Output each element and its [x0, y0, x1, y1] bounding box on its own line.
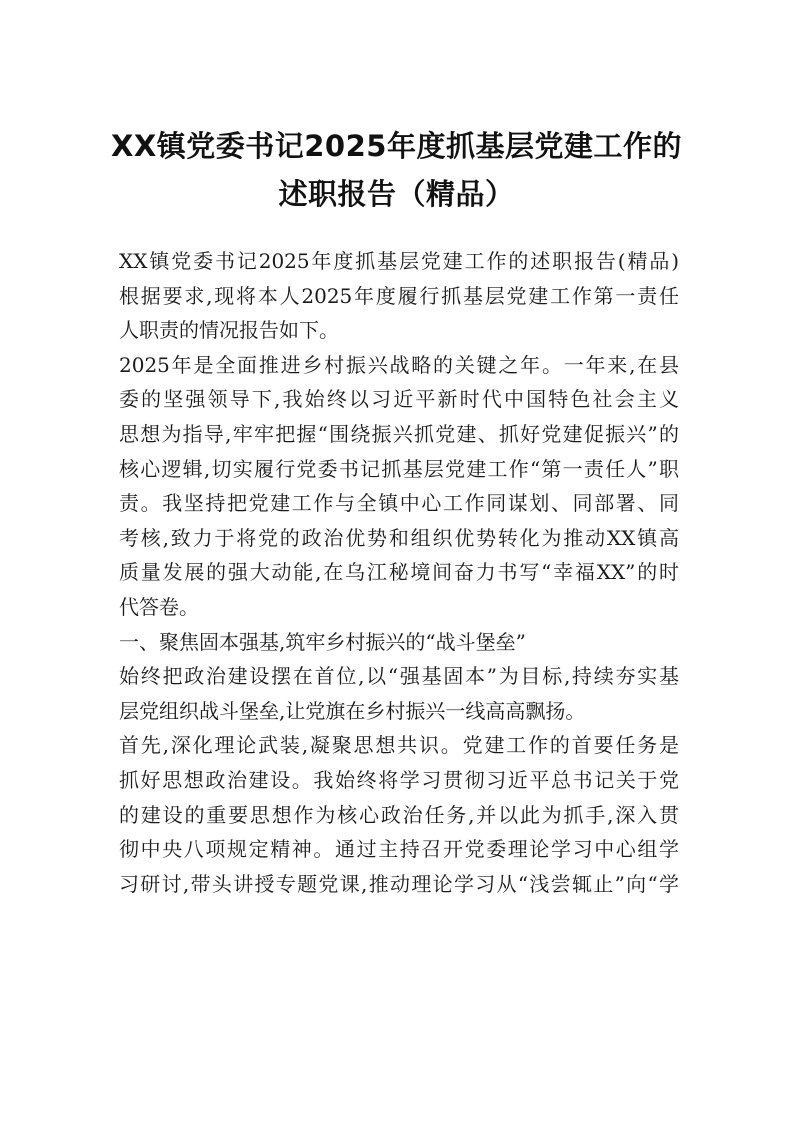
body-line: 习研讨,带头讲授专题党课,推动理论学习从“浅尝辄止”向“学	[119, 871, 679, 896]
body-line: 考核,致力于将党的政治优势和组织优势转化为推动XX镇高	[119, 525, 679, 550]
title-line-1: XX镇党委书记2025年度抓基层党建工作的	[111, 129, 682, 163]
body-line: 思想为指导,牢牢把握“围绕振兴抓党建、抓好党建促振兴”的	[119, 421, 679, 446]
body-line: 的建设的重要思想作为核心政治任务,并以此为抓手,深入贯	[119, 802, 679, 827]
body-line: 一、聚焦固本强基,筑牢乡村振兴的“战斗堡垒”	[119, 629, 526, 654]
body-line: 根据要求,现将本人2025年度履行抓基层党建工作第一责任	[119, 283, 679, 308]
document-title	[110, 122, 683, 218]
body-line: 质量发展的强大动能,在乌江秘境间奋力书写“幸福XX”的时	[119, 560, 679, 585]
body-line: 抓好思想政治建设。我始终将学习贯彻习近平总书记关于党	[119, 767, 679, 792]
title-line-2: 述职报告（精品）	[278, 177, 515, 211]
document-body	[119, 244, 679, 901]
body-line: 层党组织战斗堡垒,让党旗在乡村振兴一线高高飘扬。	[119, 698, 586, 723]
body-line: XX镇党委书记2025年度抓基层党建工作的述职报告(精品)	[119, 249, 679, 273]
body-line: 人职责的情况报告如下。	[119, 318, 339, 343]
body-line: 代答卷。	[119, 594, 199, 619]
body-line: 首先,深化理论武装,凝聚思想共识。党建工作的首要任务是	[119, 733, 679, 758]
body-line: 责。我坚持把党建工作与全镇中心工作同谋划、同部署、同	[119, 491, 679, 516]
body-line: 核心逻辑,切实履行党委书记抓基层党建工作“第一责任人”职	[119, 456, 679, 481]
body-line: 彻中央八项规定精神。通过主持召开党委理论学习中心组学	[119, 837, 679, 862]
body-line: 2025年是全面推进乡村振兴战略的关键之年。一年来,在县	[119, 352, 679, 377]
body-line: 始终把政治建设摆在首位,以“强基固本”为目标,持续夯实基	[119, 664, 679, 689]
body-line: 委的坚强领导下,我始终以习近平新时代中国特色社会主义	[119, 387, 679, 412]
